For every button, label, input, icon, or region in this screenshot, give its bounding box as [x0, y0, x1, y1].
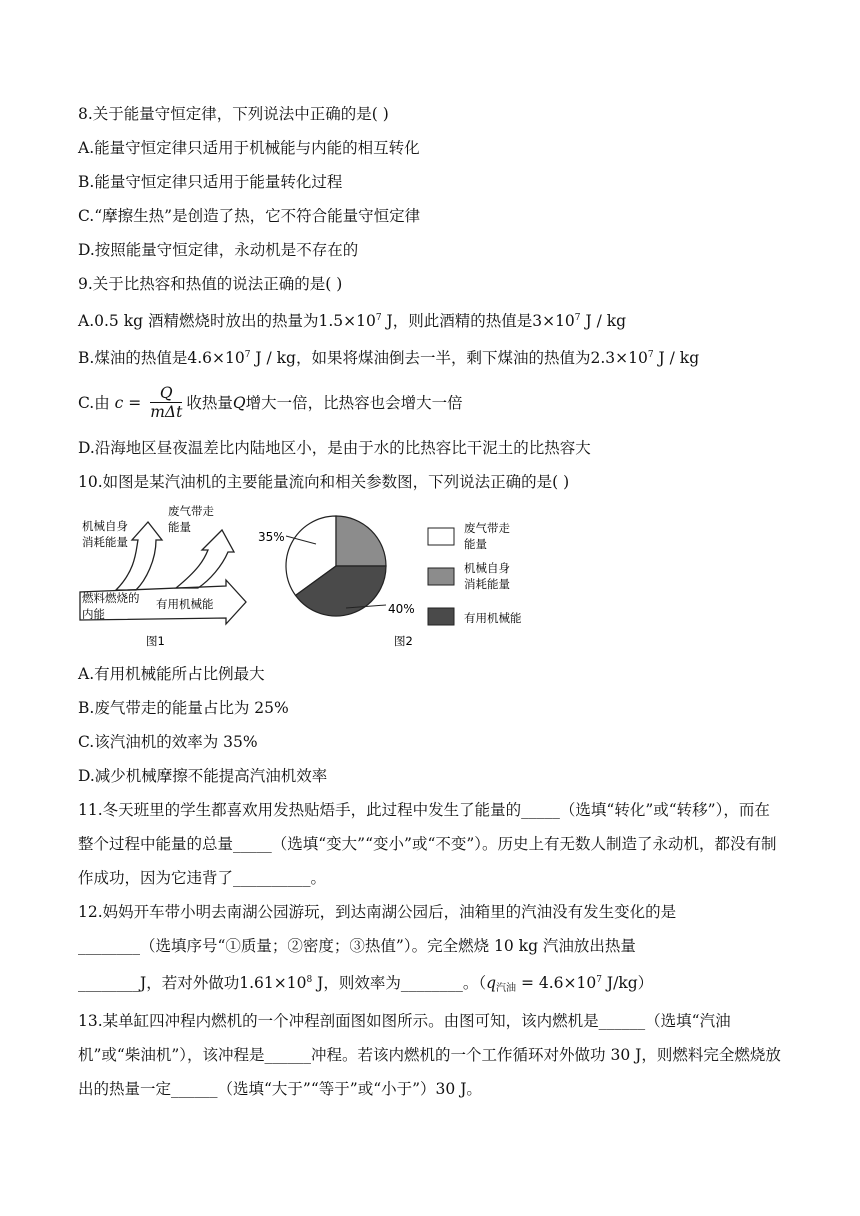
- energy-flow-figure: [76, 500, 256, 660]
- pie-slices: [286, 516, 386, 616]
- q9-stem: 9.关于比热容和热值的说法正确的是( ): [78, 275, 343, 293]
- q10-option-b: B.废气带走的能量占比为 25%: [78, 699, 289, 717]
- q10-option-a: A.有用机械能所占比例最大: [78, 665, 265, 683]
- formula-fraction: $\frac{Q}{\text{mΔt}}$: [150, 383, 183, 421]
- q8-option-d: D.按照能量守恒定律，永动机是不存在的: [78, 241, 359, 259]
- q9-option-c: C.由 c = $\frac{Q}{\text{mΔt}}$ 收热量Q增大一倍，比热容也会增大一倍: [78, 383, 463, 421]
- legend-swatch-useful: [428, 608, 454, 625]
- q8-option-c: C.“摩擦生热”是创造了热，它不符合能量守恒定律: [78, 207, 421, 225]
- q10-stem: 10.如图是某汽油机的主要能量流向和相关参数图，下列说法正确的是( ): [78, 473, 570, 491]
- q12-line2: ________（选填序号“①质量；②密度；③热值”）。完全燃烧 10 kg 汽油放出热量: [78, 937, 636, 955]
- q9-option-a: A.0.5 kg 酒精燃烧时放出的热量为$1.5\times 10^7$ J，则此酒精的热值是$3\times 10^7$ J / kg: [78, 312, 627, 330]
- q12-line3: ________J，若对外做功$1.61\times 10^8$ J，则效率为________。（$q_{汽油} = 4.6\times 10^7$ J/kg）: [78, 974, 654, 994]
- pie-slice-1: [336, 516, 386, 566]
- figure1-caption: 图1: [146, 634, 165, 648]
- flow-label-self-consume-1: 机械自身: [82, 519, 128, 533]
- pie-label-35: 35%: [258, 530, 285, 544]
- q8-stem: 8.关于能量守恒定律，下列说法中正确的是( ): [78, 105, 389, 123]
- pie-label-40: 40%: [388, 602, 415, 616]
- q9-option-d: D.沿海地区昼夜温差比内陆地区小，是由于水的比热容比干泥土的比热容大: [78, 439, 591, 457]
- flow-label-useful: 有用机械能: [156, 597, 214, 611]
- flow-label-input-2: 内能: [82, 607, 105, 621]
- flow-label-input-1: 燃料燃烧的: [82, 591, 140, 605]
- legend-swatch-exhaust: [428, 528, 454, 545]
- q12-line1: 12.妈妈开车带小明去南湖公园游玩，到达南湖公园后，油箱里的汽油没有发生变化的是: [78, 903, 677, 921]
- flow-label-exhaust-1: 废气带走: [168, 504, 214, 518]
- legend-label-useful: 有用机械能: [464, 611, 522, 625]
- pie-legend: [420, 516, 550, 632]
- flow-label-exhaust-2: 能量: [168, 520, 191, 534]
- legend-label-exhaust-2: 能量: [464, 537, 487, 551]
- legend-swatch-self-consume: [428, 568, 454, 585]
- legend-label-exhaust-1: 废气带走: [464, 521, 510, 535]
- q8-option-b: B.能量守恒定律只适用于能量转化过程: [78, 173, 343, 191]
- legend-label-self-consume-2: 消耗能量: [464, 577, 510, 591]
- q11-text: 11.冬天班里的学生都喜欢用发热贴焐手，此过程中发生了能量的_____（选填“转化”或“转移”），而在整个过程中能量的总量_____（选填“变大”“变小”或“不变”）。历史上有无数人制造了永动机，都没有制作成功，因为它违背了__________。: [78, 801, 777, 887]
- legend-label-self-consume-1: 机械自身: [464, 561, 510, 575]
- flow-label-self-consume-2: 消耗能量: [82, 535, 128, 549]
- q9-option-b: B.煤油的热值是$4.6\times 10^7$ J / kg，如果将煤油倒去一半，剩下煤油的热值为$2.3\times 10^7$ J / kg: [78, 349, 700, 367]
- q13-text: 13.某单缸四冲程内燃机的一个冲程剖面图如图所示。由图可知，该内燃机是______（选填“汽油机”或“柴油机”），该冲程是______冲程。若该内燃机的一个工作循环对外做功 30 J，则燃料完全燃烧放出的热量一定______（选填“大于”“等于”或“小于”）30 J。: [78, 1012, 781, 1098]
- q8-option-a: A.能量守恒定律只适用于机械能与内能的相互转化: [78, 139, 420, 157]
- q10-option-d: D.减少机械摩擦不能提高汽油机效率: [78, 767, 328, 785]
- figure2-caption: 图2: [394, 634, 413, 648]
- q10-option-c: C.该汽油机的效率为 35%: [78, 733, 258, 751]
